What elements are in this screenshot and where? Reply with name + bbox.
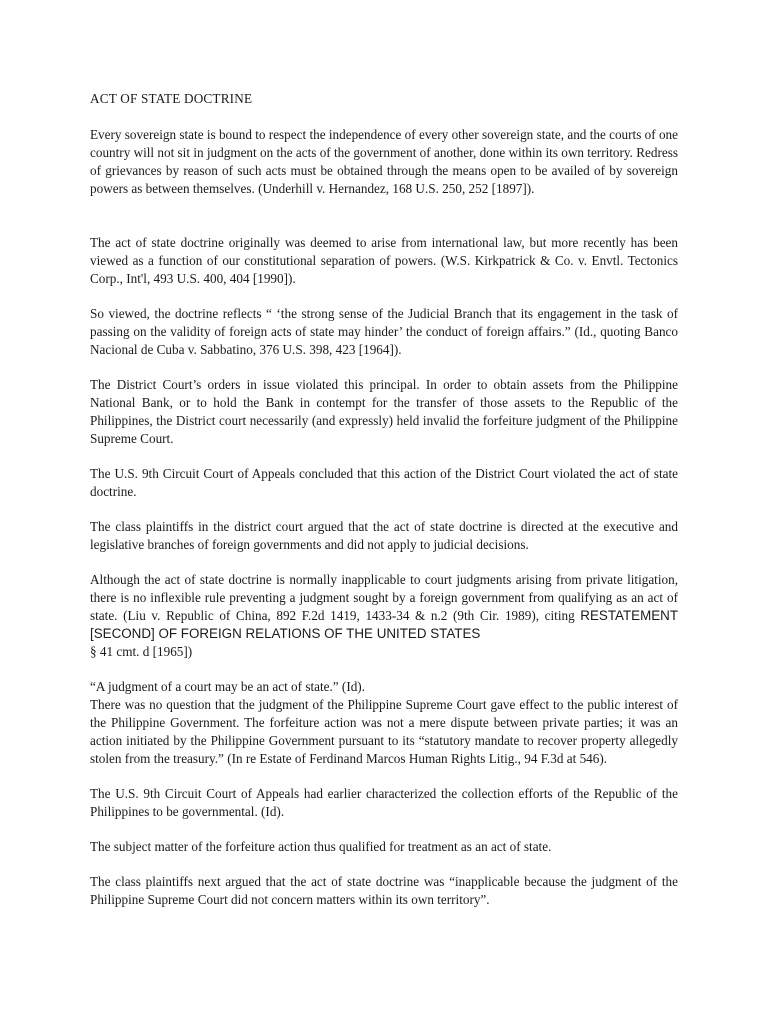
paragraph-judgment-quote: “A judgment of a court may be an act of state.” (Id). (90, 679, 365, 694)
paragraph-district-court: The District Court’s orders in issue violated this principal. In order to obtain assets from the Philippine National Bank, or to hold the Bank in contempt for the transfer of those assets to the Republic of the Philippines, the District court necessarily (and expressly) held invalid the forfeiture judgment of the Philippine Supreme Court. (90, 377, 678, 446)
paragraph-subject-matter: The subject matter of the forfeiture action thus qualified for treatment as an act of state. (90, 839, 552, 854)
restatement-citation: RESTATEMENT [SECOND] OF FOREIGN RELATIONS OF THE UNITED STATES (90, 608, 678, 641)
paragraph-liu-v-china (90, 571, 678, 661)
paragraph-kirkpatrick: The act of state doctrine originally was deemed to arise from international law, but more recently has been viewed as a function of our constitutional separation of powers. (W.S. Kirkpatrick & Co. v. Envtl. Tectonics Corp., Int'l, 493 U.S. 400, 404 [1990]). (90, 235, 678, 286)
paragraph-public-interest: There was no question that the judgment of the Philippine Supreme Court gave effect to the public interest of the Philippine Government. The forfeiture action was not a mere dispute between private parties; it was an action initiated by the Philippine Government pursuant to its “statutory mandate to recover property allegedly stolen from the treasury.” (In re Estate of Ferdinand Marcos Human Rights Litig., 94 F.3d at 546). (90, 697, 678, 766)
paragraph-liu-text: Although the act of state doctrine is normally inapplicable to court judgments arising from private litigation, there is no inflexible rule preventing a judgment sought by a foreign government from qualifying as an act of state. (Liu v. Republic of China, 892 F.2d 1419, 1433-34 & n.2 (9th Cir. 1989), citing (90, 572, 678, 623)
document-page (90, 90, 678, 926)
restatement-section: § 41 cmt. d [1965]) (90, 644, 193, 659)
paragraph-class-plaintiffs: The class plaintiffs in the district court argued that the act of state doctrine is directed at the executive and legislative branches of foreign governments and did not apply to judicial decisions. (90, 519, 678, 552)
paragraph-ninth-circuit: The U.S. 9th Circuit Court of Appeals concluded that this action of the District Court violated the act of state doctrine. (90, 466, 678, 499)
paragraph-territory-argument: The class plaintiffs next argued that the act of state doctrine was “inapplicable because the judgment of the Philippine Supreme Court did not concern matters within its own territory”. (90, 874, 678, 907)
paragraph-underhill: Every sovereign state is bound to respect the independence of every other sovereign state, and the courts of one country will not sit in judgment on the acts of the government of another, done within its own territory. Redress of grievances by reason of such acts must be obtained through the means open to be availed of by sovereign powers as between themselves. (Underhill v. Hernandez, 168 U.S. 250, 252 [1897]). (90, 127, 678, 196)
document-title: ACT OF STATE DOCTRINE (90, 91, 253, 106)
paragraph-governmental: The U.S. 9th Circuit Court of Appeals had earlier characterized the collection efforts of the Republic of the Philippines to be governmental. (Id). (90, 786, 678, 819)
paragraph-sabbatino: So viewed, the doctrine reflects “ ‘the strong sense of the Judicial Branch that its engagement in the task of passing on the validity of foreign acts of state may hinder’ the conduct of foreign affairs.” (Id., quoting Banco Nacional de Cuba v. Sabbatino, 376 U.S. 398, 423 [1964]). (90, 306, 678, 357)
